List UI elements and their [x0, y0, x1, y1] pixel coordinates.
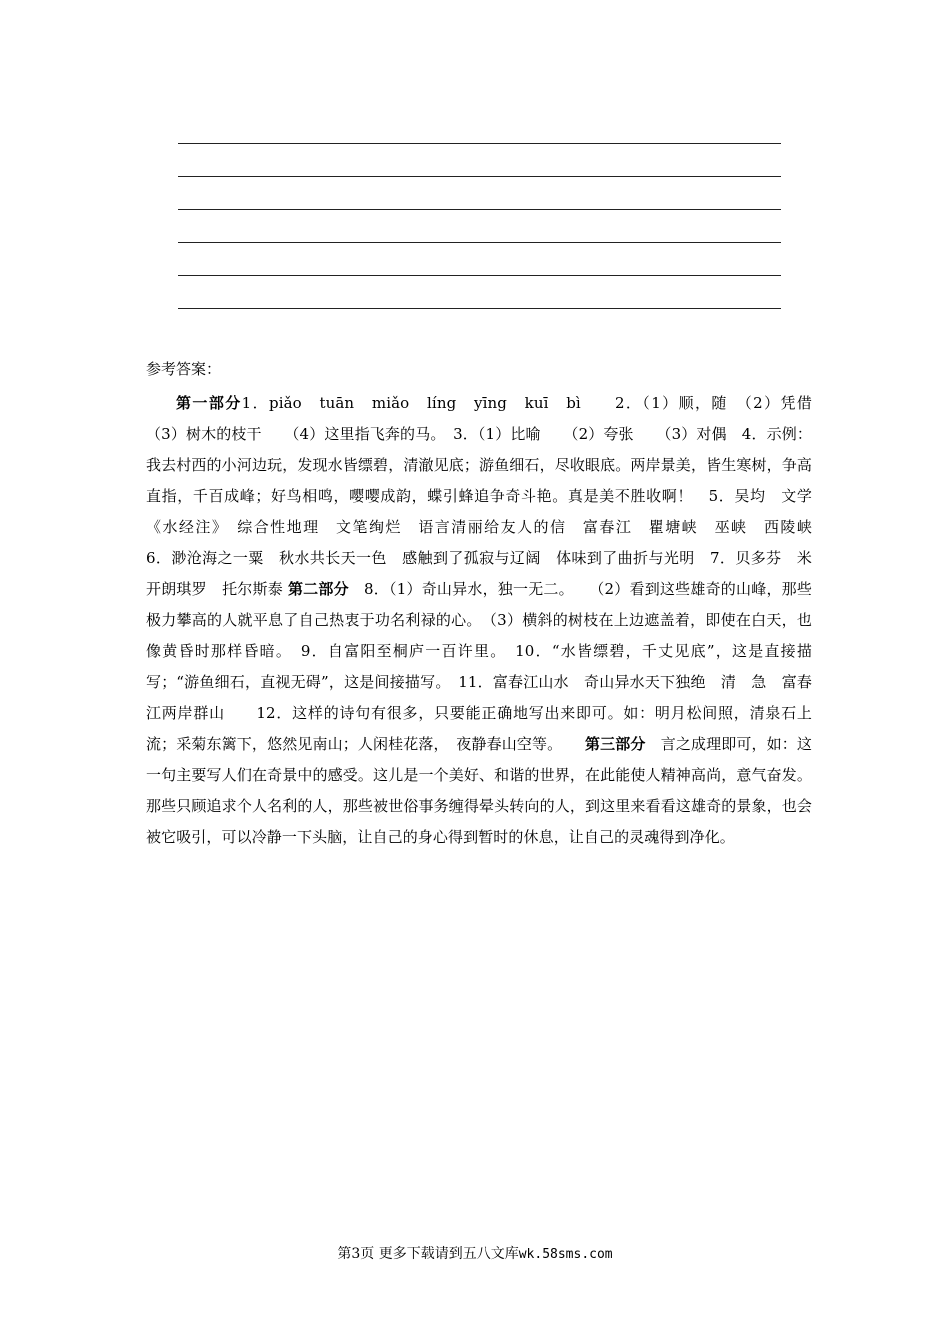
part3-text: 言之成理即可，如：这一句主要写人们在奇景中的感受。这儿是一个美好、和谐的世界，在此能使人精神高尚，意气奋发。那些只顾追求个人名利的人，那些被世俗事务缠得晕头转向的人，到这里来看看这雄奇的景象，也会被它吸引，可以冷静一下头脑，让自己的身心得到暂时的休息，让自己的灵魂得到净化。	[146, 735, 812, 846]
page-number: 第3页	[337, 1246, 375, 1262]
part2-text: 8．（1）奇山异水，独一无二。 （2）看到这些雄奇的山峰，那些极力攀高的人就平息了自己热衷于功名利禄的心。 （3）横斜的树枝在上边遮盖着，即使在白天，也像黄昏时那样昏暗。 9．自富阳至桐庐一百许里。 10．“水皆缥碧，千丈见底”，这是直接描写；“游鱼细石，直视无碍”，这是间接描写。 11．富春江山水 奇山异水天下独绝 清 急 富春江两岸群山 12．这样的诗句有很多，只要能正确地写出来即可。如：明月松间照，清泉石上流；采菊东篱下，悠然见南山；人闲桂花落， 夜静春山空等。	[146, 580, 812, 753]
blank-answer-lines	[178, 143, 781, 341]
answers-body	[146, 388, 843, 853]
part2-label: 第二部分	[287, 580, 349, 598]
answer-line	[178, 176, 781, 177]
footer-promo: 更多下载请到五八文库	[378, 1246, 519, 1262]
part3-label: 第三部分	[585, 735, 646, 753]
answer-line	[178, 308, 781, 309]
answer-line	[178, 209, 781, 210]
page-footer	[0, 1244, 950, 1265]
answer-line	[178, 143, 781, 144]
answer-line	[178, 242, 781, 243]
part1-label: 第一部分	[176, 394, 242, 412]
reference-answers-heading: 参考答案：	[146, 360, 222, 378]
answer-line	[178, 275, 781, 276]
part1-text: 1．piǎo tuān miǎo líng yīng kuī bì 2．（1）顺，随 （2）凭借 （3）树木的枝干 （4）这里指飞奔的马。 3．（1）比喻 （2）夸张 （3）对偶 4．示例：我去村西的小河边玩，发现水皆缥碧，清澈见底；游鱼细石，尽收眼底。两岸景美，皆生寒树，争高直指，千百成峰；好鸟相鸣，嘤嘤成韵，蝶引蜂追争奇斗艳。真是美不胜收啊！ 5．吴均 文学 《水经注》 综合性地理 文笔绚烂 语言清丽给友人的信 富春江 瞿塘峡 巫峡 西陵峡 6．渺沧海之一粟 秋水共长天一色 感触到了孤寂与辽阔 体味到了曲折与光明 7．贝多芬 米开朗琪罗 托尔斯泰	[146, 394, 843, 598]
footer-url: wk.58sms.com	[518, 1247, 613, 1262]
